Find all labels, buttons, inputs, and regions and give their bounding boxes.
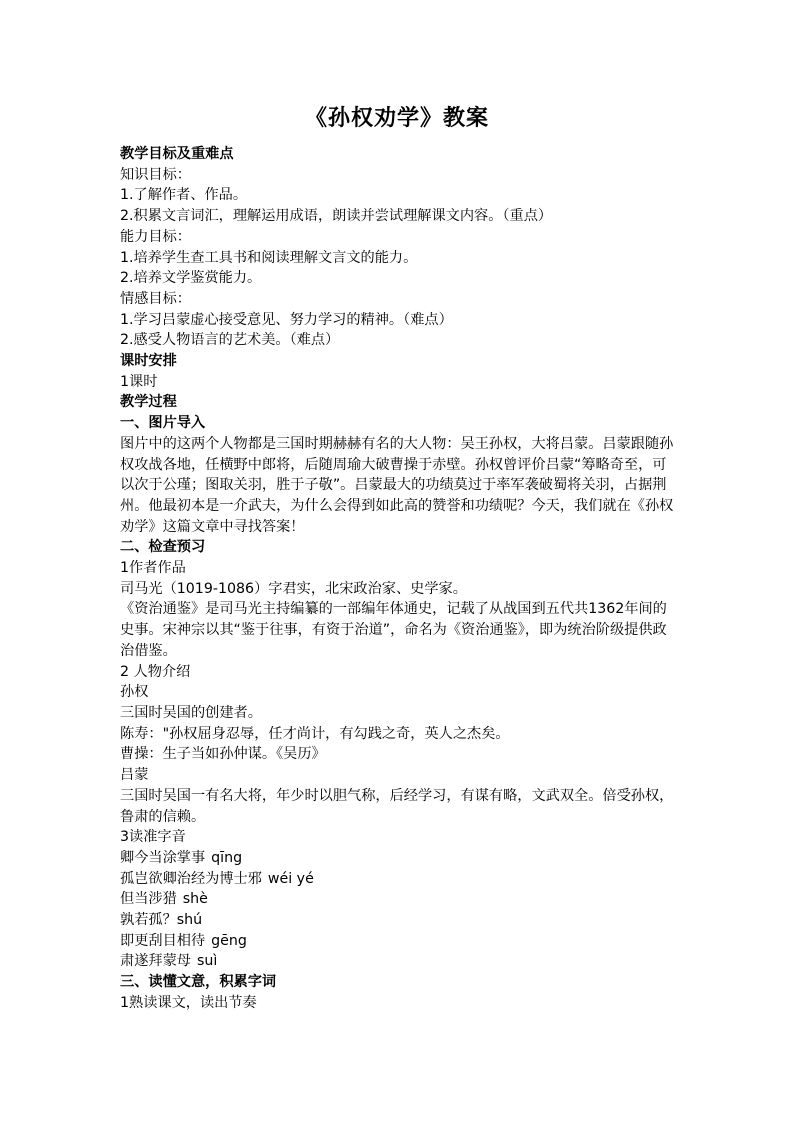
- paragraph: [120, 889, 674, 910]
- line-text: 2.培养文学鉴赏能力。: [120, 270, 262, 287]
- section-heading: [120, 537, 674, 558]
- line-text: 但当涉猎: [120, 891, 177, 908]
- line-text: 1熟读课文，读出节奏: [120, 994, 257, 1011]
- line-text: 一、图片导入: [120, 415, 206, 432]
- line-text: 司马光（1019-1086）字君实，北宋政治家、史学家。: [120, 580, 467, 597]
- paragraph: [120, 185, 674, 206]
- line-text: 2 人物介绍: [120, 663, 191, 680]
- pinyin-annotation: suì: [196, 953, 218, 970]
- paragraph: [120, 372, 674, 393]
- line-text: 3读准字音: [120, 829, 186, 846]
- paragraph: [120, 434, 674, 538]
- paragraph: [120, 165, 674, 186]
- paragraph: [120, 848, 674, 869]
- paragraph: [120, 993, 674, 1014]
- line-text: 肃遂拜蒙母: [120, 953, 191, 970]
- line-text: 二、检查预习: [120, 539, 206, 556]
- line-text: 孤岂欲卿治经为博士邪: [120, 870, 262, 887]
- section-heading: [120, 351, 674, 372]
- paragraph: [120, 910, 674, 931]
- paragraph: [120, 248, 674, 269]
- line-text: 2.积累文言词汇，理解运用成语，朗读并尝试理解课文内容。（重点）: [120, 208, 553, 225]
- pinyin-annotation: qīng: [211, 849, 243, 866]
- line-text: 课时安排: [120, 353, 177, 370]
- section-heading: [120, 413, 674, 434]
- paragraph: [120, 310, 674, 331]
- paragraph: [120, 931, 674, 952]
- paragraph: [120, 289, 674, 310]
- line-text: 1.培养学生查工具书和阅读理解文言文的能力。: [120, 249, 418, 266]
- line-text: 卿今当涂掌事: [120, 849, 206, 866]
- line-text: 《资治通鉴》是司马光主持编纂的一部编年体通史，记载了从战国到五代共1362年间的史事。宋神宗以其“鉴于往事，有资于治道”，命名为《资治通鉴》，即为统治阶级提供政治借鉴。: [120, 601, 667, 659]
- paragraph: [120, 662, 674, 683]
- line-text: 能力目标：: [120, 228, 191, 245]
- paragraph: [120, 724, 674, 745]
- line-text: 教学目标及重难点: [120, 146, 234, 162]
- section-heading: [120, 972, 674, 993]
- line-text: 情感目标：: [120, 290, 191, 307]
- line-text: 三、读懂文意，积累字词: [120, 974, 277, 991]
- line-text: 三国时吴国的创建者。: [120, 704, 262, 721]
- line-text: 即更刮目相待: [120, 932, 206, 949]
- paragraph: [120, 599, 674, 661]
- paragraph: [120, 869, 674, 890]
- paragraph: [120, 579, 674, 600]
- paragraph: [120, 951, 674, 972]
- line-text: 曹操：生子当如孙仲谋。《吴历》: [120, 746, 326, 763]
- paragraph: [120, 330, 674, 351]
- paragraph: [120, 682, 674, 703]
- line-text: 1.了解作者、作品。: [120, 187, 248, 204]
- paragraph: [120, 227, 674, 248]
- line-text: 1课时: [120, 373, 158, 390]
- section-heading: [120, 392, 674, 413]
- line-text: 1作者作品: [120, 560, 186, 577]
- paragraph: [120, 558, 674, 579]
- line-text: 三国时吴国一有名大将，年少时以胆气称，后经学习，有谋有略，文武双全。倍受孙权，鲁肃的信赖。: [120, 787, 674, 825]
- paragraph: [120, 827, 674, 848]
- paragraph: [120, 744, 674, 765]
- pinyin-annotation: gēng: [211, 932, 247, 949]
- line-text: 知识目标：: [120, 166, 191, 183]
- paragraph: [120, 268, 674, 289]
- paragraph: [120, 703, 674, 724]
- line-text: 陈寿："孙权屈身忍辱，任才尚计，有勾践之奇，英人之杰矣。: [120, 725, 510, 742]
- line-text: 1.学习吕蒙虚心接受意见、努力学习的精神。（难点）: [120, 311, 453, 328]
- section-heading: [120, 144, 674, 165]
- paragraph: [120, 786, 674, 827]
- line-text: 教学过程: [120, 394, 177, 411]
- line-text: 孰若孤？shú: [120, 912, 203, 929]
- document-body: [120, 144, 674, 1014]
- pinyin-annotation: wéi yé: [267, 870, 314, 887]
- paragraph: [120, 206, 674, 227]
- line-text: 图片中的这两个人物都是三国时期赫赫有名的大人物：吴王孙权，大将吕蒙。吕蒙跟随孙权攻战各地，任横野中郎将，后随周瑜大破曹操于赤壁。孙权曾评价吕蒙“筹略奇至，可以次于公瑾；图取关羽，胜于子敬”。吕蒙最大的功绩莫过于率军袭破蜀将关羽，占据荆州。他最初本是一介武夫，为什么会得到如此高的赞誉和功绩呢？今天，我们就在《孙权劝学》这篇文章中寻找答案！: [120, 435, 674, 535]
- line-text: 2.感受人物语言的艺术美。（难点）: [120, 332, 340, 349]
- line-text: 吕蒙: [120, 767, 149, 784]
- line-text: 孙权: [120, 684, 149, 701]
- document-title: 《孙权劝学》教案: [304, 106, 489, 131]
- paragraph: [120, 765, 674, 786]
- pinyin-annotation: shè: [182, 891, 208, 908]
